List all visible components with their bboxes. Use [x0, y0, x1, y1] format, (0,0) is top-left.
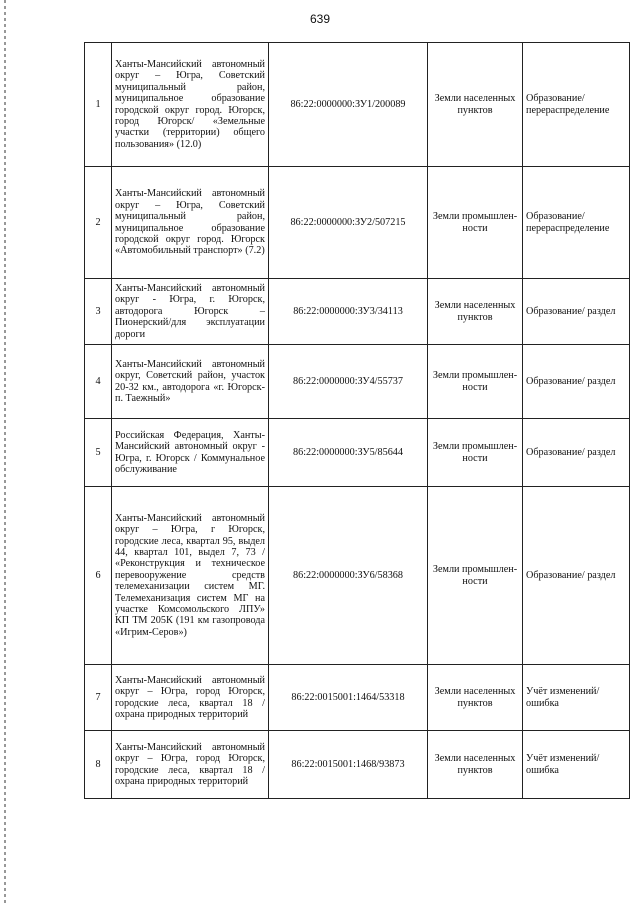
- operation-cell: Учёт изменений/ ошибка: [523, 665, 630, 731]
- operation-cell: Учёт изменений/ ошибка: [523, 731, 630, 799]
- cadastral-number-cell: 86:22:0000000:ЗУ4/55737: [269, 345, 428, 419]
- table-row: [85, 345, 630, 419]
- row-number: 1: [85, 43, 112, 167]
- land-category-cell: Земли промышлен-ности: [428, 345, 523, 419]
- table-row: [85, 279, 630, 345]
- location-cell: Ханты-Мансийский автономный округ - Югра, г. Югорск, автодорога Югорск – Пионерский/для эксплуатации дороги: [112, 279, 269, 345]
- table-row: [85, 167, 630, 279]
- row-number: 7: [85, 665, 112, 731]
- cadastral-number-cell: 86:22:0015001:1468/93873: [269, 731, 428, 799]
- location-cell: Ханты-Мансийский автономный округ – Югра, г Югорск, городские леса, квартал 95, выдел 44, квартал 101, выдел 7, 73 / «Реконструкция и техническое перевооружение средств телемеханизации систем МГ. Телемеханизация систем МГ на участке Комсомольского ЛПУ» КП ТМ 205К (191 км газопровода «Игрим-Серов»): [112, 487, 269, 665]
- operation-cell: Образование/ раздел: [523, 345, 630, 419]
- land-category-cell: Земли населенных пунктов: [428, 43, 523, 167]
- cadastral-number-cell: 86:22:0000000:ЗУ6/58368: [269, 487, 428, 665]
- land-parcels-table: [84, 42, 630, 799]
- table-row: [85, 487, 630, 665]
- cadastral-number-cell: 86:22:0000000:ЗУ2/507215: [269, 167, 428, 279]
- location-cell: Ханты-Мансийский автономный округ – Югра, Советский муниципальный район, муниципальное образование городской округ город. Югорск «Автомобильный транспорт» (7.2): [112, 167, 269, 279]
- land-category-cell: Земли промышлен-ности: [428, 487, 523, 665]
- table-row: [85, 43, 630, 167]
- scan-edge-mark: [4, 0, 6, 905]
- location-cell: Ханты-Мансийский автономный округ – Югра, город Югорск, городские леса, квартал 18 / охрана природных территорий: [112, 665, 269, 731]
- location-cell: Ханты-Мансийский автономный округ – Югра, город Югорск, городские леса, квартал 18 / охрана природных территорий: [112, 731, 269, 799]
- location-cell: Российская Федерация, Ханты-Мансийский автономный округ - Югра, г. Югорск / Коммунальное обслуживание: [112, 419, 269, 487]
- operation-cell: Образование/ раздел: [523, 487, 630, 665]
- row-number: 4: [85, 345, 112, 419]
- row-number: 6: [85, 487, 112, 665]
- table-row: [85, 731, 630, 799]
- operation-cell: Образование/ раздел: [523, 279, 630, 345]
- cadastral-number-cell: 86:22:0000000:ЗУ5/85644: [269, 419, 428, 487]
- table-row: [85, 665, 630, 731]
- operation-cell: Образование/ раздел: [523, 419, 630, 487]
- land-category-cell: Земли населенных пунктов: [428, 731, 523, 799]
- table-row: [85, 419, 630, 487]
- land-category-cell: Земли промышлен-ности: [428, 167, 523, 279]
- land-category-cell: Земли населенных пунктов: [428, 665, 523, 731]
- operation-cell: Образование/ перераспределение: [523, 167, 630, 279]
- cadastral-number-cell: 86:22:0000000:ЗУ3/34113: [269, 279, 428, 345]
- cadastral-number-cell: 86:22:0000000:ЗУ1/200089: [269, 43, 428, 167]
- page-number: 639: [309, 12, 331, 26]
- land-category-cell: Земли населенных пунктов: [428, 279, 523, 345]
- row-number: 3: [85, 279, 112, 345]
- row-number: 8: [85, 731, 112, 799]
- operation-cell: Образование/ перераспределение: [523, 43, 630, 167]
- row-number: 5: [85, 419, 112, 487]
- location-cell: Ханты-Мансийский автономный округ – Югра, Советский муниципальный район, муниципальное образование городской округ город. Югорск, город Югорск/ «Земельные участки (территории) общего пользования» (12.0): [112, 43, 269, 167]
- row-number: 2: [85, 167, 112, 279]
- cadastral-number-cell: 86:22:0015001:1464/53318: [269, 665, 428, 731]
- location-cell: Ханты-Мансийский автономный округ, Советский район, участок 20-32 км., автодорога «г. Югорск-п. Таежный»: [112, 345, 269, 419]
- land-category-cell: Земли промышлен-ности: [428, 419, 523, 487]
